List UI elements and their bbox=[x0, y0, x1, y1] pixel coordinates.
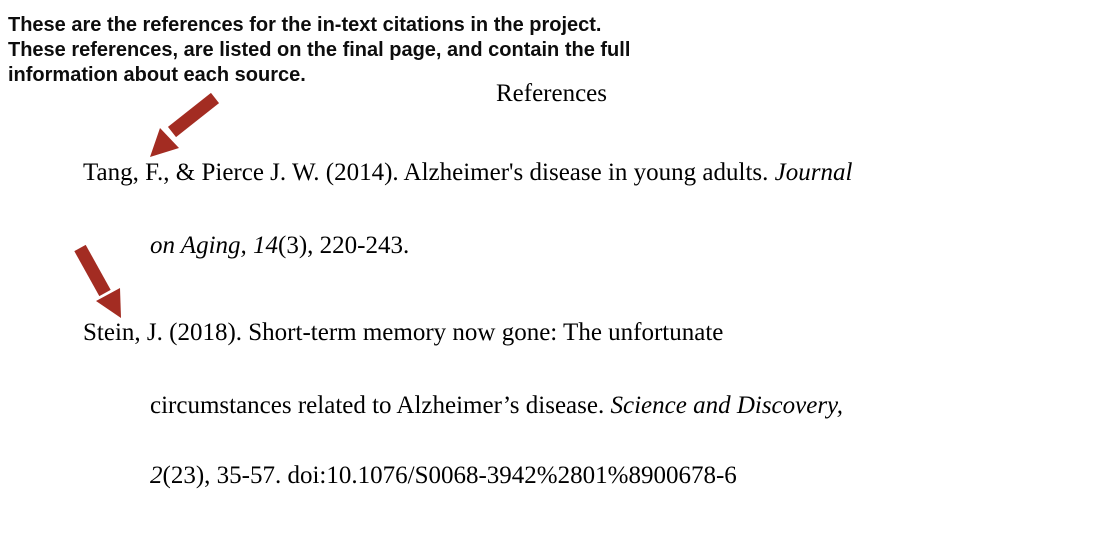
annotation-note bbox=[8, 13, 630, 88]
citation-text: (3), 220-243. bbox=[278, 232, 410, 259]
reference-stein-line-1 bbox=[83, 318, 723, 348]
references-heading: References bbox=[495, 80, 608, 107]
citation-text: Stein, J. (2018). Short-term memory now gone: The unfortunate bbox=[83, 319, 724, 346]
citation-journal-title: on Aging, 14 bbox=[150, 232, 279, 259]
annotation-line-1: These are the references for the in-text citations in the project. bbox=[8, 14, 602, 36]
reference-stein-line-3 bbox=[150, 461, 737, 491]
reference-stein-line-2 bbox=[150, 391, 843, 421]
reference-tang-line-1 bbox=[83, 158, 852, 188]
citation-journal-title: Science and Discovery, bbox=[610, 392, 844, 419]
citation-journal-title: Journal bbox=[774, 159, 853, 186]
citation-volume: 2 bbox=[150, 462, 163, 489]
arrow-down-right-icon bbox=[80, 248, 121, 318]
annotation-line-3: information about each source. bbox=[8, 64, 306, 86]
citation-text: circumstances related to Alzheimer’s disease. bbox=[150, 392, 611, 419]
annotation-line-2: These references, are listed on the final page, and contain the full bbox=[8, 39, 631, 61]
citation-text: (23), 35-57. doi:10.1076/S0068-3942%2801%8900678-6 bbox=[162, 462, 737, 489]
citation-text: Tang, F., & Pierce J. W. (2014). Alzheimer's disease in young adults. bbox=[83, 159, 775, 186]
reference-tang-line-2 bbox=[150, 231, 409, 261]
